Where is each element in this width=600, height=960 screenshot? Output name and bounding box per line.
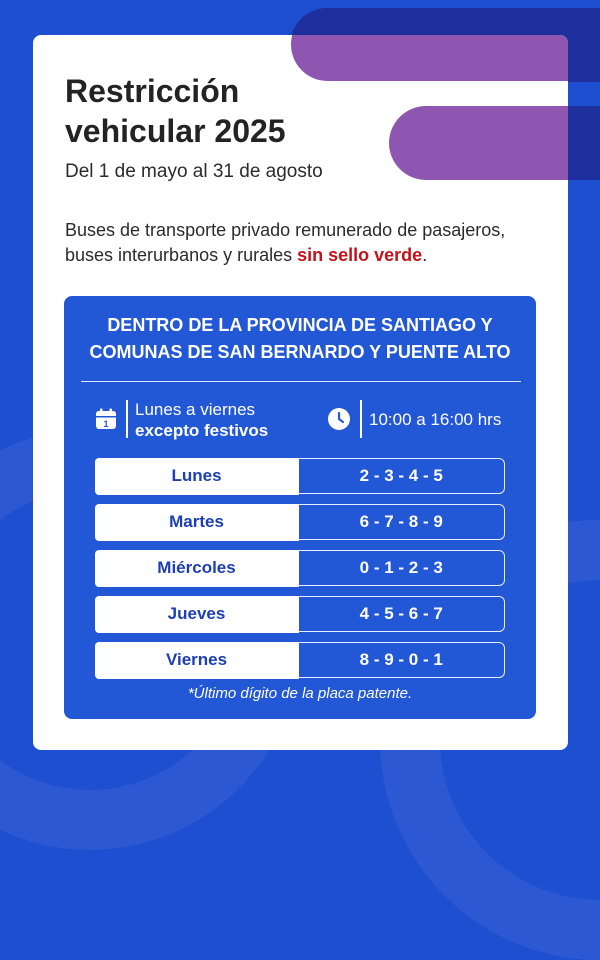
- plate-digits: 6 - 7 - 8 - 9: [359, 512, 443, 531]
- panel-title-line2: COMUNAS DE SAN BERNARDO Y PUENTE ALTO: [89, 342, 511, 362]
- decorative-stripe: [389, 106, 568, 180]
- table-row: [95, 504, 505, 540]
- footnote: *Último dígito de la placa patente.: [187, 685, 413, 702]
- panel-title: [64, 312, 536, 366]
- info-card: [33, 35, 568, 750]
- table-row: [95, 458, 505, 494]
- calendar-icon: [95, 408, 117, 430]
- separator: [360, 400, 362, 438]
- separator: [126, 400, 128, 438]
- description-text: Buses de transporte privado remunerado de pasajeros, buses interurbanos y rurales: [65, 220, 506, 265]
- clock-icon: [327, 407, 351, 431]
- description-end: .: [422, 245, 428, 265]
- divider: [81, 381, 521, 382]
- days-line1: Lunes a viernes: [135, 400, 256, 419]
- schedule-panel: [64, 296, 536, 719]
- day-label: Miércoles: [95, 550, 299, 587]
- day-label: Martes: [95, 504, 299, 541]
- hours: 10:00 a 16:00 hrs: [369, 410, 502, 429]
- day-label: Viernes: [95, 642, 299, 679]
- plate-digits: 8 - 9 - 0 - 1: [359, 650, 443, 669]
- date-range: Del 1 de mayo al 31 de agosto: [65, 161, 323, 182]
- days-line2: excepto festivos: [135, 421, 269, 440]
- plate-digits: 0 - 1 - 2 - 3: [359, 558, 443, 577]
- page-title: Restricción vehicular 2025: [65, 73, 286, 149]
- plate-digits: 4 - 5 - 6 - 7: [359, 604, 443, 623]
- table-row: [95, 596, 505, 632]
- panel-title-line1: DENTRO DE LA PROVINCIA DE SANTIAGO Y: [107, 315, 493, 335]
- table-row: [95, 550, 505, 586]
- table-row: [95, 642, 505, 678]
- plate-digits: 2 - 3 - 4 - 5: [359, 466, 443, 485]
- description: [65, 218, 535, 268]
- schedule-table: [95, 458, 505, 688]
- day-label: Lunes: [95, 458, 299, 495]
- calendar-icon-number: 1: [103, 419, 109, 429]
- description-highlight: sin sello verde: [297, 245, 423, 265]
- days-text: [135, 399, 268, 441]
- day-label: Jueves: [95, 596, 299, 633]
